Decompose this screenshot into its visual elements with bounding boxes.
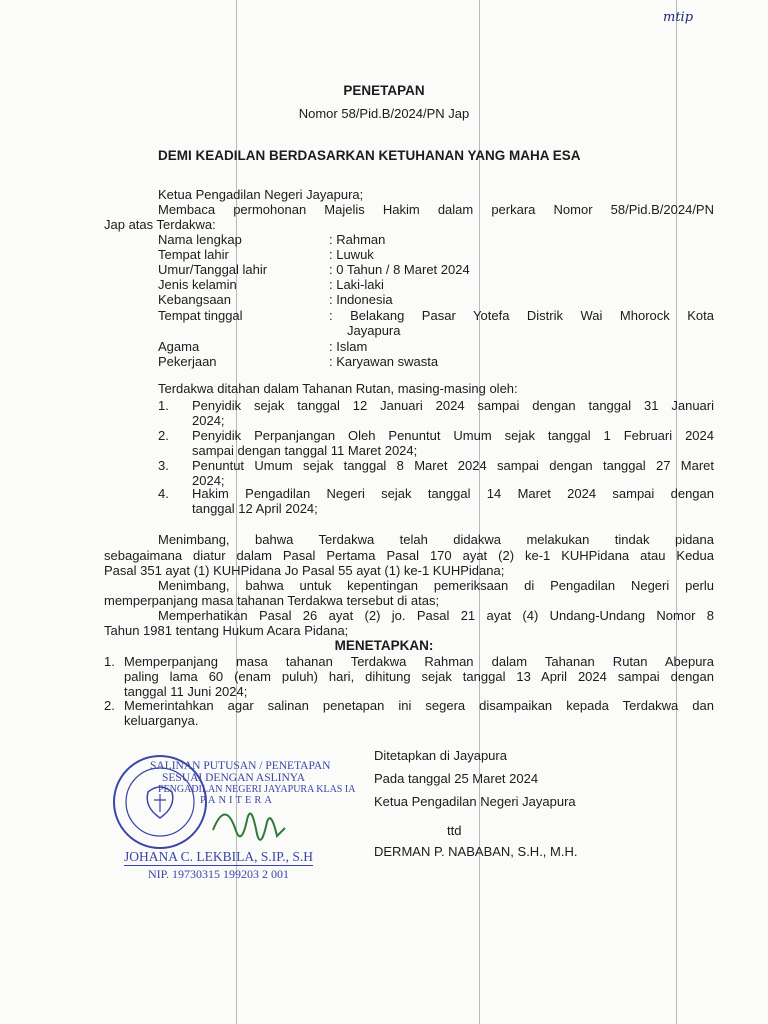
identity-label: Jenis kelamin [158, 277, 237, 292]
signature-place: Ditetapkan di Jayapura [374, 748, 507, 763]
decision-item-cont: keluarganya. [124, 713, 199, 728]
decision-item: Memerintahkan agar salinan penetapan ini segera disampaikan kepada Terdakwa dan [124, 698, 714, 713]
signature-date: Pada tanggal 25 Maret 2024 [374, 771, 539, 786]
intro-line: Ketua Pengadilan Negeri Jayapura; [158, 187, 364, 202]
identity-label: Kebangsaan [158, 292, 232, 307]
identity-label: Agama [158, 339, 200, 354]
list-number: 1. [104, 654, 115, 669]
stamp-line: PENGADILAN NEGERI JAYAPURA KLAS IA [158, 784, 356, 795]
identity-value: : Indonesia [329, 292, 393, 307]
consideration-text: Memperhatikan Pasal 26 ayat (2) jo. Pasal 21 ayat (4) Undang-Undang Nomor 8 [158, 608, 714, 623]
signature-ttd: ttd [447, 823, 462, 838]
identity-label: Pekerjaan [158, 354, 217, 369]
intro-line: Membaca permohonan Majelis Hakim dalam perkara Nomor 58/Pid.B/2024/PN [158, 202, 714, 217]
detention-item-cont: sampai dengan tanggal 11 Maret 2024; [192, 443, 418, 458]
identity-value: : Belakang Pasar Yotefa Distrik Wai Mhorock Kota [329, 308, 714, 323]
list-number: 2. [158, 428, 169, 443]
identity-value: : Islam [329, 339, 368, 354]
detention-intro: Terdakwa ditahan dalam Tahanan Rutan, masing-masing oleh: [158, 381, 518, 396]
consideration-text: memperpanjang masa tahanan Terdakwa tersebut di atas; [104, 593, 440, 608]
doc-number: Nomor 58/Pid.B/2024/PN Jap [298, 106, 470, 121]
identity-label: Tempat lahir [158, 247, 229, 262]
intro-line: Jap atas Terdakwa: [104, 217, 216, 232]
doc-title: PENETAPAN [343, 83, 425, 98]
clerk-name: JOHANA C. LEKBILA, S.IP., S.H [124, 849, 314, 864]
list-number: 3. [158, 458, 169, 473]
detention-item-cont: 2024; [192, 473, 225, 488]
consideration-text: Menimbang, bahwa untuk kepentingan pemeriksaan di Pengadilan Negeri perlu [158, 578, 714, 593]
identity-value-cont: Jayapura [347, 323, 401, 338]
consideration-text: Tahun 1981 tentang Hukum Acara Pidana; [104, 623, 349, 638]
identity-value: : Karyawan swasta [329, 354, 439, 369]
signature-role: Ketua Pengadilan Negeri Jayapura [374, 794, 576, 809]
detention-item: Penyidik Perpanjangan Oleh Penuntut Umum sejak tanggal 1 Februari 2024 [192, 428, 714, 443]
identity-label: Umur/Tanggal lahir [158, 262, 268, 277]
detention-item-cont: tanggal 12 April 2024; [192, 501, 318, 516]
identity-value: : Luwuk [329, 247, 374, 262]
consideration-text: Pasal 351 ayat (1) KUHPidana Jo Pasal 55 ayat (1) ke-1 KUHPidana; [104, 563, 505, 578]
identity-label: Nama lengkap [158, 232, 242, 247]
signature-name: DERMAN P. NABABAN, S.H., M.H. [374, 844, 578, 859]
list-number: 4. [158, 486, 169, 501]
stamp-line: SALINAN PUTUSAN / PENETAPAN [150, 760, 331, 772]
identity-label: Tempat tinggal [158, 308, 243, 323]
identity-value: : Laki-laki [329, 277, 384, 292]
decision-item-cont: tanggal 11 Juni 2024; [124, 684, 248, 699]
decision-item: Memperpanjang masa tahanan Terdakwa Rahman dalam Tahanan Rutan Abepura [124, 654, 714, 669]
consideration-text: Menimbang, bahwa Terdakwa telah didakwa melakukan tindak pidana [158, 532, 714, 547]
list-number: 1. [158, 398, 169, 413]
motto: DEMI KEADILAN BERDASARKAN KETUHANAN YANG MAHA ESA [158, 148, 581, 163]
detention-item: Penuntut Umum sejak tanggal 8 Maret 2024 sampai dengan tanggal 27 Maret [192, 458, 714, 473]
stamp-line: SESUAI DENGAN ASLINYA [162, 772, 306, 784]
stamp-line: PANITERA [200, 795, 275, 806]
identity-value: : Rahman [329, 232, 386, 247]
detention-item-cont: 2024; [192, 413, 225, 428]
detention-item: Penyidik sejak tanggal 12 Januari 2024 sampai dengan tanggal 31 Januari [192, 398, 714, 413]
identity-value: : 0 Tahun / 8 Maret 2024 [329, 262, 470, 277]
fold-line [676, 0, 677, 1024]
decision-heading: MENETAPKAN: [334, 638, 434, 653]
decision-item-cont: paling lama 60 (enam puluh) hari, dihitung sejak tanggal 13 April 2024 sampai dengan [124, 669, 714, 684]
consideration-text: sebagaimana diatur dalam Pasal Pertama Pasal 170 ayat (2) ke-1 KUHPidana atau Kedua [104, 548, 714, 563]
handwritten-corner-note: mtip [663, 10, 694, 25]
detention-item: Hakim Pengadilan Negeri sejak tanggal 14 Maret 2024 sampai dengan [192, 486, 714, 501]
list-number: 2. [104, 698, 115, 713]
clerk-nip: NIP. 19730315 199203 2 001 [148, 867, 290, 881]
